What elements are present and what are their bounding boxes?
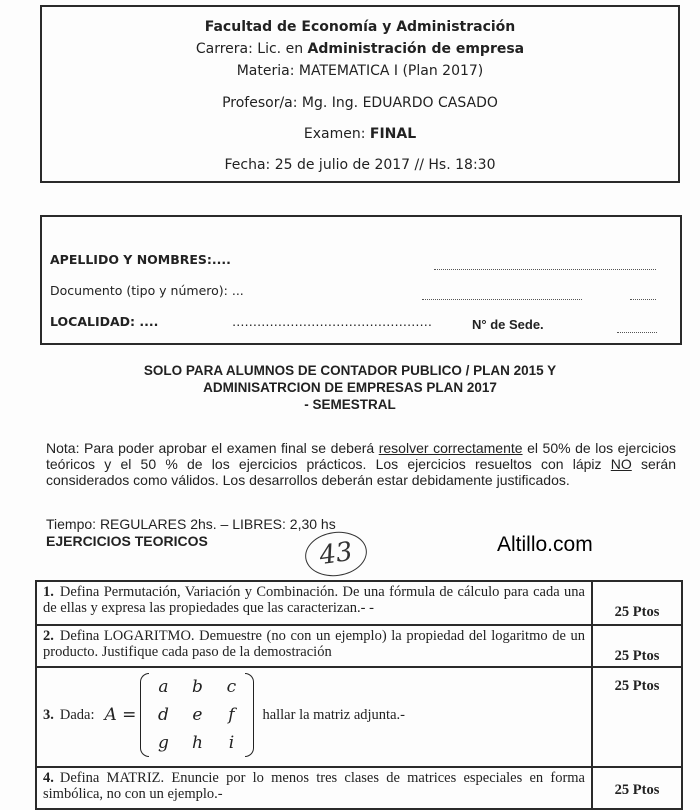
career-line: Carrera: Lic. en Administración de empresa (195, 41, 525, 57)
locality-label: LOCALIDAD: .... (50, 314, 159, 329)
exercise-points: 25 Ptos (592, 767, 682, 809)
exercise-text: 4. Defina MATRIZ. Enuncie por lo menos tres clases de matrices especiales en forma simbólica, no con un ejemplo.- (36, 767, 592, 809)
matrix-name: A = (104, 705, 137, 725)
matrix-cell: d (157, 705, 169, 725)
subject-line: Materia: MATEMATICA I (Plan 2017) (236, 63, 484, 79)
matrix-cell: e (192, 705, 203, 725)
exam-note: Nota: Para poder aprobar el examen final se deberá resolver correctamente el 50% de los ejercicios teóricos y el 50 % de los ejercicios prácticos. Los ejercicios resueltos con lápiz NO serán considerados como válidos. Los desarrollos deberán estar debidamente justificados. (46, 440, 677, 488)
faculty-line: Facultad de Economía y Administración (204, 19, 516, 35)
date-line: Fecha: 25 de julio de 2017 // Hs. 18:30 (224, 157, 496, 173)
title-line-1: SOLO PARA ALUMNOS DE CONTADOR PUBLICO / PLAN 2015 Y (143, 363, 557, 378)
matrix-a (140, 673, 254, 757)
exam-header-box (40, 5, 680, 183)
exercise-points: 25 Ptos (592, 581, 682, 625)
professor-line: Profesor/a: Mg. Ing. EDUARDO CASADO (222, 95, 498, 111)
exercise-text: 1. Defina Permutación, Variación y Combinación. De una fórmula de cálculo para cada una de ellas y expresa las propiedades que las caracterizan.- - (36, 581, 592, 625)
exercise-points: 25 Ptos (592, 667, 682, 767)
exercise-row (36, 767, 682, 809)
exercises-table (35, 580, 683, 810)
watermark: Altillo.com (497, 533, 593, 556)
sede-field[interactable] (617, 332, 657, 333)
exercise-row (36, 667, 682, 767)
exercise-row (36, 625, 682, 667)
matrix-cell: f (228, 705, 235, 725)
matrix-cell: i (228, 733, 235, 753)
document-label: Documento (tipo y número): ... (50, 283, 244, 298)
time-info: Tiempo: REGULARES 2hs. – LIBRES: 2,30 hs (46, 516, 336, 532)
name-label: APELLIDO Y NOMBRES:.... (50, 252, 231, 267)
handwritten-number: 43 (302, 528, 370, 580)
matrix-cell: b (191, 677, 203, 697)
locality-field[interactable]: ………………………………………… (232, 314, 432, 329)
document-field[interactable] (422, 299, 582, 300)
matrix-cell: c (226, 677, 237, 697)
exercise-points: 25 Ptos (592, 625, 682, 667)
exercise-text: 3. Dada: A = a b c d e f g h i hallar la matriz adjunta.- (36, 667, 592, 767)
exam-type-line: Examen: FINAL (303, 126, 417, 142)
matrix-cell: a (158, 677, 169, 697)
section-title: EJERCICIOS TEORICOS (46, 533, 208, 549)
title-line-2: ADMINISATRCION DE EMPRESAS PLAN 2017 (203, 380, 497, 395)
exercise-row (36, 581, 682, 625)
matrix-cell: g (157, 733, 169, 753)
exercise-text: 2. Defina LOGARITMO. Demuestre (no con un ejemplo) la propiedad del logaritmo de un producto. Justifique cada paso de la demostración (36, 625, 592, 667)
matrix-cell: h (191, 733, 203, 753)
student-info-form (40, 215, 682, 345)
name-field[interactable] (434, 269, 656, 270)
document-extra-field[interactable] (630, 299, 656, 300)
sede-label: N° de Sede. (472, 317, 544, 332)
title-line-3: - SEMESTRAL (304, 397, 396, 412)
